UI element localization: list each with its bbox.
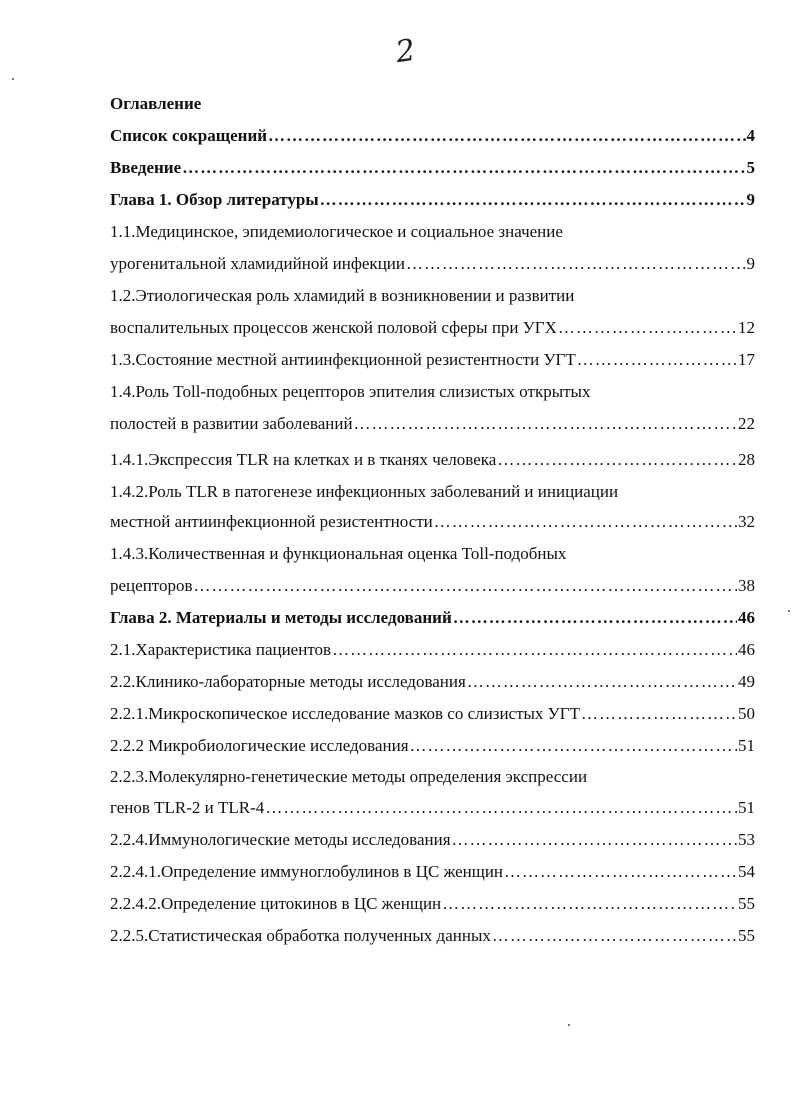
- leader-dots: [354, 414, 737, 434]
- toc-entry-page: 5: [746, 158, 755, 177]
- toc-entry-text: 2.2.4.Иммунологические методы исследования: [110, 830, 451, 849]
- toc-entry-1-1-line-2: [110, 254, 755, 274]
- leader-dots: [265, 798, 737, 818]
- toc-entry-page: 12: [738, 318, 755, 337]
- toc-entry-page: 17: [738, 350, 755, 369]
- toc-title: Оглавление: [110, 94, 202, 113]
- scan-speck: [568, 1024, 570, 1026]
- toc-entry-text: урогенитальной хламидийной инфекции: [110, 254, 405, 273]
- leader-dots: [558, 318, 737, 338]
- toc-entry-page: 22: [738, 414, 755, 433]
- toc-entry-2-2-5: [110, 926, 755, 946]
- leader-dots: [434, 512, 737, 532]
- leader-dots: [581, 704, 737, 724]
- toc-entry-text: полостей в развитии заболеваний: [110, 414, 353, 433]
- leader-dots: [406, 254, 746, 274]
- scan-speck: [788, 610, 790, 612]
- toc-entry-text: 1.4.2.Роль TLR в патогенезе инфекционных заболеваний и инициации: [110, 482, 619, 501]
- toc-entry-1-2-line-2: [110, 318, 755, 338]
- toc-entry-1-4-1: [110, 450, 755, 470]
- toc-entry-1-4-line-2: [110, 414, 755, 434]
- toc-entry-1-1-line-1: [110, 222, 563, 242]
- toc-entry-text: 2.2.4.1.Определение иммуноглобулинов в ЦС женщин: [110, 862, 504, 881]
- leader-dots: [410, 736, 737, 756]
- leader-dots: [442, 894, 737, 914]
- toc-entry-page: 9: [746, 190, 755, 209]
- toc-entry-page: 54: [738, 862, 755, 881]
- toc-entry-text: Список сокращений: [110, 126, 268, 145]
- leader-dots: [320, 190, 746, 210]
- toc-entry-abbreviations: [110, 126, 755, 146]
- toc-entry-text: Введение: [110, 158, 182, 177]
- toc-entry-chapter-2: [110, 608, 755, 628]
- toc-entry-text: 1.4.3.Количественная и функциональная оценка Toll-подобных: [110, 544, 567, 563]
- toc-entry-2-2-1: [110, 704, 755, 724]
- toc-entry-1-4-3-line-2: [110, 576, 755, 596]
- leader-dots: [497, 450, 737, 470]
- toc-entry-page: 53: [738, 830, 755, 849]
- toc-entry-text: рецепторов: [110, 576, 193, 595]
- toc-entry-2-2-4-2: [110, 894, 755, 914]
- toc-entry-2-1: [110, 640, 755, 660]
- toc-entry-2-2: [110, 672, 755, 692]
- toc-entry-text: генов TLR-2 и TLR-4: [110, 798, 265, 817]
- leader-dots: [453, 608, 737, 628]
- toc-entry-2-2-4: [110, 830, 755, 850]
- toc-entry-page: 51: [738, 798, 755, 817]
- toc-entry-1-4-2-line-2: [110, 512, 755, 532]
- toc-entry-text: местной антиинфекционной резистентности: [110, 512, 433, 531]
- toc-entry-text: 1.3.Состояние местной антиинфекционной резистентности УГТ: [110, 350, 576, 369]
- toc-entry-page: 32: [738, 512, 755, 531]
- toc-entry-text: 1.1.Медицинское, эпидемиологическое и социальное значение: [110, 222, 563, 241]
- toc-entry-1-4-2-line-1: [110, 482, 618, 502]
- leader-dots: [182, 158, 745, 178]
- toc-entry-text: Глава 1. Обзор литературы: [110, 190, 319, 209]
- scan-speck: [12, 78, 14, 80]
- toc-entry-text: 1.4.1.Экспрессия TLR на клетках и в тканях человека: [110, 450, 497, 469]
- toc-entry-page: 46: [738, 608, 755, 627]
- toc-entry-page: 4: [746, 126, 755, 145]
- toc-entry-text: Глава 2. Материалы и методы исследований: [110, 608, 452, 627]
- leader-dots: [332, 640, 737, 660]
- toc-entry-text: 2.2.4.2.Определение цитокинов в ЦС женщин: [110, 894, 442, 913]
- leader-dots: [452, 830, 737, 850]
- leader-dots: [492, 926, 737, 946]
- toc-entry-page: 55: [738, 894, 755, 913]
- toc-entry-2-2-3-line-2: [110, 798, 755, 818]
- toc-entry-chapter-1: [110, 190, 755, 210]
- toc-entry-text: воспалительных процессов женской половой сферы при УГХ: [110, 318, 557, 337]
- leader-dots: [467, 672, 737, 692]
- page-number: 2: [393, 32, 418, 71]
- toc-entry-text: 2.2.2 Микробиологические исследования: [110, 736, 409, 755]
- toc-entry-page: 51: [738, 736, 755, 755]
- toc-entry-text: 2.1.Характеристика пациентов: [110, 640, 332, 659]
- toc-entry-text: 2.2.Клинико-лабораторные методы исследования: [110, 672, 466, 691]
- toc-entry-text: 2.2.5.Статистическая обработка полученных данных: [110, 926, 491, 945]
- toc-entry-1-4-line-1: [110, 382, 590, 402]
- toc-entry-2-2-2: [110, 736, 755, 756]
- toc-entry-1-3: [110, 350, 755, 370]
- toc-entry-2-2-4-1: [110, 862, 755, 882]
- toc-entry-text: 2.2.3.Молекулярно-генетические методы определения экспрессии: [110, 767, 588, 786]
- toc-entry-1-2-line-1: [110, 286, 574, 306]
- leader-dots: [268, 126, 745, 146]
- toc-entry-page: 55: [738, 926, 755, 945]
- leader-dots: [577, 350, 737, 370]
- toc-entry-page: 50: [738, 704, 755, 723]
- toc-entry-page: 9: [746, 254, 755, 273]
- toc-entry-1-4-3-line-1: [110, 544, 566, 564]
- leader-dots: [194, 576, 737, 596]
- toc-entry-text: 1.4.Роль Toll-подобных рецепторов эпителия слизистых открытых: [110, 382, 591, 401]
- toc-entry-2-2-3-line-1: [110, 767, 587, 787]
- toc-entry-introduction: [110, 158, 755, 178]
- toc-entry-page: 49: [738, 672, 755, 691]
- toc-entry-text: 2.2.1.Микроскопическое исследование мазков со слизистых УГТ: [110, 704, 580, 723]
- leader-dots: [504, 862, 737, 882]
- toc-entry-text: 1.2.Этиологическая роль хламидий в возникновении и развитии: [110, 286, 575, 305]
- toc-entry-page: 38: [738, 576, 755, 595]
- toc-entry-page: 46: [738, 640, 755, 659]
- toc-entry-page: 28: [738, 450, 755, 469]
